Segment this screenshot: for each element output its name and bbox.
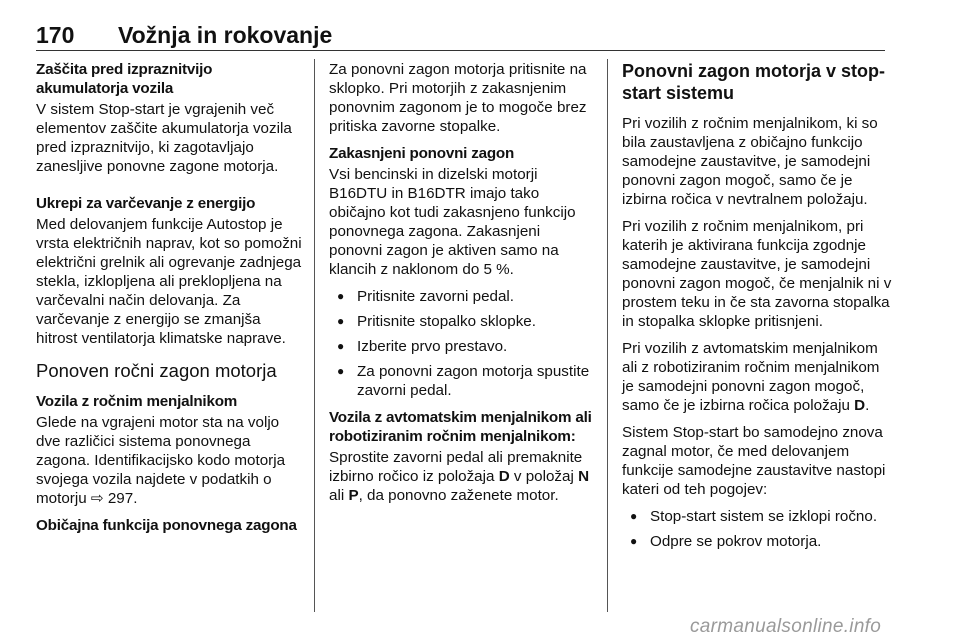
- section-title-stop-start-restart: Ponovni zagon motorja v stop-start sistemu: [622, 61, 886, 103]
- paragraph-energy-saving: Med delovanjem funkcije Autostop je vrsta električnih naprav, kot so pomožni električni grelnik ali ogrevanje zadnjega stekla, izklopljena ali preklopljena na varčevalni način delovanja. Za varčevanje z energijo se zmanjša hitrost ventilatorja klimatske naprave.: [36, 216, 302, 347]
- chapter-title: Vožnja in rokovanje: [118, 22, 333, 48]
- gear-D: D: [498, 468, 510, 485]
- text: Pri vozilih z avtomatskim menjalnikom ali z robotiziranim ročnim menjalnikom je samodejni ponovni zagon mogoč, samo če je izbirna ročica položaju: [622, 340, 880, 414]
- watermark: carmanualsonline.info: [690, 616, 882, 637]
- heading-battery-protection: Zaščita pred izpraznitvijo akumulatorja vozila: [36, 61, 213, 97]
- text: Sprostite zavorni pedal ali premaknite izbirno ročico iz položaja: [329, 449, 583, 485]
- list-item: ● Odpre se pokrov motorja.: [622, 532, 894, 551]
- paragraph-restart-3: [622, 339, 894, 415]
- gear-D: D: [854, 397, 866, 414]
- page-header: [36, 10, 885, 51]
- text: , da ponovno zaženete motor.: [358, 487, 559, 504]
- column-divider-left: [314, 59, 315, 612]
- paragraph-manual-text: Glede na vgrajeni motor sta na voljo dve različici sistema ponovnega zagona. Identifikacijsko kodo motorja svojega vozila najdete v podatkih o motorju: [36, 414, 286, 507]
- list-item: ● Stop-start sistem se izklopi ročno.: [622, 507, 894, 526]
- paragraph-restart-4: Sistem Stop-start bo samodejno znova zagnal motor, če med delovanjem funkcije samodejne zaustavitve nastopi kateri od teh pogojev:: [622, 424, 886, 498]
- text: .: [865, 397, 870, 414]
- page-reference-arrow-icon: ⇨: [90, 489, 104, 507]
- column-divider-right: [607, 59, 608, 612]
- paragraph-delayed-restart: Vsi bencinski in dizelski motorji B16DTU in B16DTR imajo tako običajno kot tudi zakasnjeno funkcijo ponovnega zagona. Zakasnjeni ponovni zagon je aktiven samo na klancih z naklonom do 5 %.: [329, 166, 576, 278]
- heading-normal-restart: Običajna funkcija ponovnega zagona: [36, 517, 297, 534]
- text: ali: [329, 487, 345, 504]
- list-item: ● Pritisnite zavorni pedal.: [329, 287, 597, 306]
- gear-N: N: [578, 468, 590, 485]
- list-delayed-steps: [329, 287, 597, 400]
- paragraph-manual-vehicles: [36, 413, 304, 508]
- heading-energy-saving: Ukrepi za varčevanje z energijo: [36, 195, 256, 212]
- page-number: 170: [36, 22, 75, 48]
- list-restart-conditions: [622, 507, 894, 551]
- column-2: [329, 60, 597, 513]
- page-reference-link[interactable]: 297.: [107, 490, 138, 507]
- heading-automatic-vehicles: Vozila z avtomatskim menjalnikom ali robotiziranim ročnim menjalnikom:: [329, 409, 592, 445]
- column-1: [36, 60, 304, 537]
- paragraph-restart-2: Pri vozilih z ročnim menjalnikom, pri katerih je aktivirana funkcija zgodnje samodejne zaustavitve, je samodejni ponovni zagon mogoč, če menjalnik ni v prostem teku in če sta zavorna stopalka in stopalka sklopke pritisnjeni.: [622, 218, 892, 330]
- paragraph-automatic: [329, 448, 597, 505]
- heading-delayed-restart: Zakasnjeni ponovni zagon: [329, 145, 515, 162]
- paragraph-normal-restart: Za ponovni zagon motorja pritisnite na sklopko. Pri motorjih z zakasnjenim ponovnim zagonom je to mogoče brez pritiska zavorne stopalke.: [329, 61, 587, 135]
- list-item: ● Izberite prvo prestavo.: [329, 337, 597, 356]
- gear-P: P: [348, 487, 359, 504]
- list-item: ● Pritisnite stopalko sklopke.: [329, 312, 597, 331]
- text: v položaj: [513, 468, 574, 485]
- section-title-manual-restart: Ponoven ročni zagon motorja: [36, 360, 277, 381]
- heading-manual-vehicles: Vozila z ročnim menjalnikom: [36, 393, 238, 410]
- column-3: [622, 60, 894, 559]
- paragraph-battery-protection: V sistem Stop-start je vgrajenih več elementov zaščite akumulatorja vozila pred izpraznitvijo, ki zagotavljajo zanesljive ponovne zagone motorja.: [36, 101, 292, 175]
- paragraph-restart-1: Pri vozilih z ročnim menjalnikom, ki so bila zaustavljena z običajno funkcijo samodejne zaustavitve, je samodejni ponovni zagon mogoč, samo če je izbirna ročica v nevtralnem položaju.: [622, 115, 878, 208]
- list-item: ● Za ponovni zagon motorja spustite zavorni pedal.: [329, 362, 597, 400]
